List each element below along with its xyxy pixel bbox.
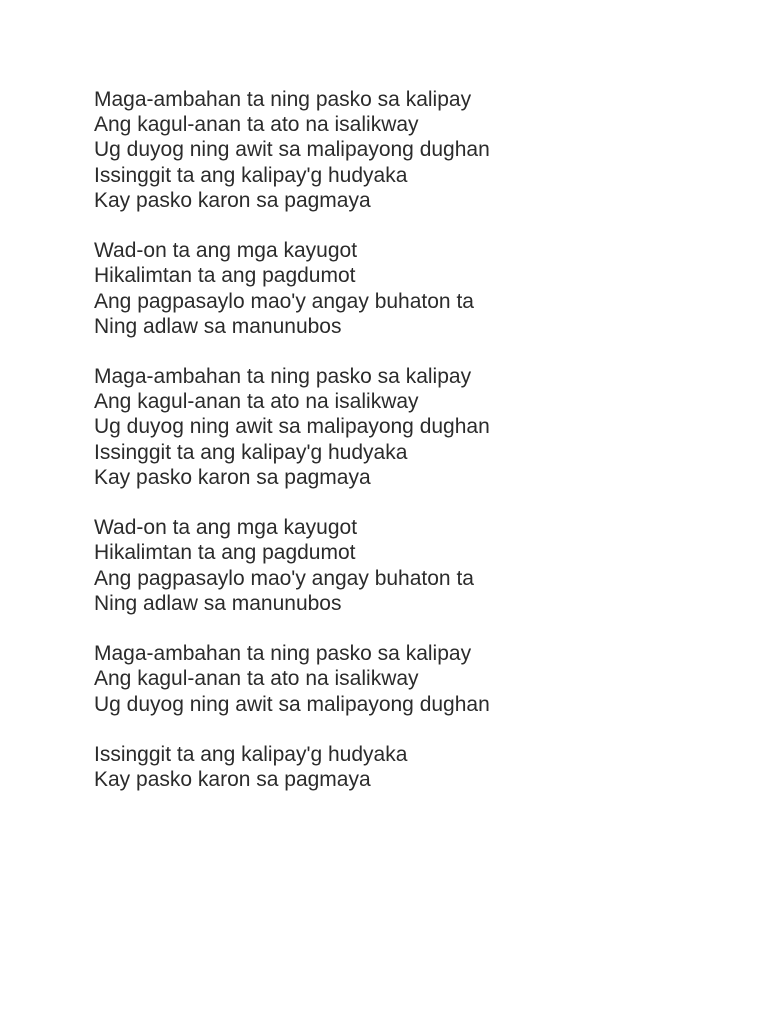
stanza-3 [94,364,490,490]
lyric-line: Maga-ambahan ta ning pasko sa kalipay [94,88,472,111]
stanza-gap [94,490,490,515]
lyric-line: Hikalimtan ta ang pagdumot [94,541,356,565]
lyric-line: Ug duyog ning awit sa malipayong dughan [94,415,490,439]
stanza-5 [94,641,490,717]
stanza-gap [94,213,490,238]
lyric-line: Maga-ambahan ta ning pasko sa kalipay [94,365,472,389]
lyric-line: Hikalimtan ta ang pagdumot [94,264,356,288]
lyric-line: Wad-on ta ang mga kayugot [94,239,358,263]
lyrics-text [94,87,490,792]
lyric-line: Wad-on ta ang mga kayugot [94,516,358,540]
lyric-line: Kay pasko karon sa pagmaya [94,188,371,212]
lyric-line: Kay pasko karon sa pagmaya [94,465,371,489]
lyric-line: Ug duyog ning awit sa malipayong dughan [94,692,490,716]
lyric-line: Ning adlaw sa manunubos [94,591,342,615]
lyric-line: Ug duyog ning awit sa malipayong dughan [94,138,490,162]
stanza-6 [94,742,490,792]
lyric-line: Issinggit ta ang kalipay'g hudyaka [94,163,408,187]
stanza-2 [94,238,490,339]
stanza-gap [94,339,490,364]
lyric-line: Ning adlaw sa manunubos [94,314,342,338]
lyric-line: Kay pasko karon sa pagmaya [94,768,371,792]
stanza-gap [94,616,490,641]
lyric-line: Ang kagul-anan ta ato na isalikway [94,390,419,414]
stanza-1 [94,87,490,213]
lyric-line: Ang kagul-anan ta ato na isalikway [94,113,419,137]
lyric-line: Ang kagul-anan ta ato na isalikway [94,667,419,691]
lyric-line: Maga-ambahan ta ning pasko sa kalipay [94,642,472,666]
lyric-line: Ang pagpasaylo mao'y angay buhaton ta [94,566,474,590]
stanza-gap [94,717,490,742]
stanza-4 [94,515,490,616]
lyric-line: Issinggit ta ang kalipay'g hudyaka [94,440,408,464]
lyric-line: Ang pagpasaylo mao'y angay buhaton ta [94,289,474,313]
lyric-line: Issinggit ta ang kalipay'g hudyaka [94,742,408,766]
